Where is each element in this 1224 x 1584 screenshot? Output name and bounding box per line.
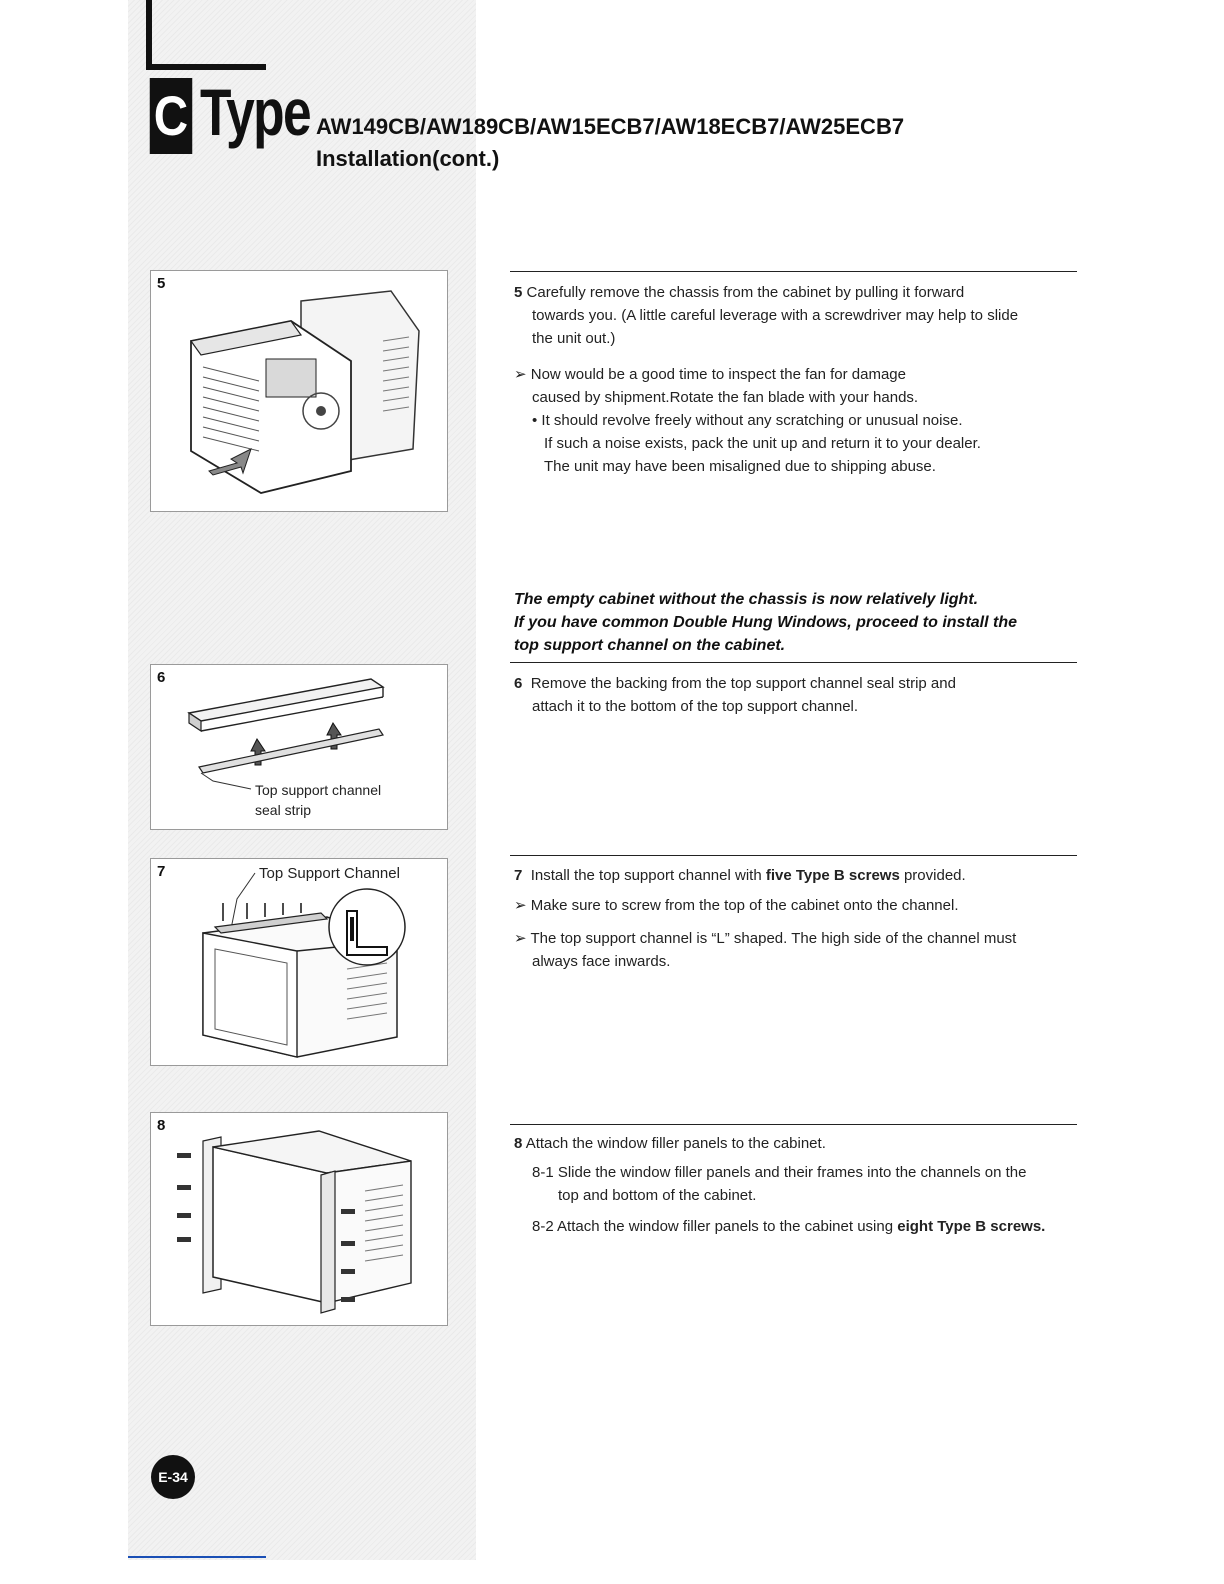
header-horizontal-bar	[146, 64, 266, 70]
step5-note-line2: caused by shipment.Rotate the fan blade with your hands.	[532, 389, 919, 406]
step7-text-bold: five Type B screws	[765, 867, 900, 884]
figure-7-caption: Top Support Channel	[259, 865, 400, 882]
step7-note2-line1: The top support channel is “L” shaped. The high side of the channel must	[530, 930, 1017, 947]
emphasis-block	[514, 588, 1074, 657]
footer-link-bar	[128, 1556, 266, 1558]
figure-6-caption-line2: seal strip	[255, 802, 312, 818]
step8-sub2-bold: eight Type B screws.	[897, 1218, 1046, 1235]
step8-text	[514, 1132, 1074, 1238]
rule-step8	[510, 1124, 1077, 1125]
step8-sub1-line2: top and bottom of the cabinet.	[558, 1187, 757, 1204]
step7-text-post: provided.	[899, 867, 966, 884]
step5-line3: the unit out.)	[532, 330, 616, 347]
rule-step5	[510, 271, 1077, 272]
step6-text	[514, 672, 1074, 718]
step5-bullet-line3: The unit may have been misaligned due to shipping abuse.	[544, 458, 936, 475]
figure-6-number: 6	[157, 669, 166, 686]
step5-text	[514, 281, 1074, 350]
step8-number: 8	[514, 1135, 523, 1152]
filler-panels-illustration	[151, 1113, 449, 1327]
figure-6-caption-line1: Top support channel	[255, 782, 382, 798]
rule-step7	[510, 855, 1077, 856]
type-word: Type	[200, 75, 311, 149]
figure-6	[150, 664, 448, 830]
step7-note2-line2: always face inwards.	[532, 953, 671, 970]
step5-note-line1: Now would be a good time to inspect the fan for damage	[530, 366, 906, 383]
step7-note1: Make sure to screw from the top of the cabinet onto the channel.	[530, 897, 959, 914]
note-arrow-icon: ➢	[514, 897, 527, 914]
step5-line1: Carefully remove the chassis from the cabinet by pulling it forward	[526, 284, 965, 301]
header-vertical-bar	[146, 0, 152, 70]
step8-line: Attach the window filler panels to the cabinet.	[525, 1135, 826, 1152]
figure-7-number: 7	[157, 863, 166, 880]
figure-5-number: 5	[157, 275, 166, 292]
step8-sub2-pre: 8-2 Attach the window filler panels to the cabinet using	[532, 1218, 898, 1235]
note-arrow-icon: ➢	[514, 930, 527, 947]
step5-note	[514, 363, 1074, 478]
step6-line1: Remove the backing from the top support channel seal strip and	[530, 675, 956, 692]
step6-line2: attach it to the bottom of the top support channel.	[532, 698, 859, 715]
page-number-badge: E-34	[151, 1455, 195, 1499]
type-letter-box: C	[150, 78, 193, 154]
figure-5	[150, 270, 448, 512]
step5-bullet-line1: • It should revolve freely without any scratching or unusual noise.	[532, 412, 963, 429]
rule-step6	[510, 662, 1077, 663]
top-channel-install-illustration	[151, 859, 449, 1067]
figure-8-number: 8	[157, 1117, 166, 1134]
step8-sub1-line1: 8-1 Slide the window filler panels and their frames into the channels on the	[532, 1164, 1027, 1181]
figure-8	[150, 1112, 448, 1326]
emphasis-line3: top support channel on the cabinet.	[514, 637, 786, 654]
step5-line2: towards you. (A little careful leverage with a screwdriver may help to slide	[532, 307, 1019, 324]
note-arrow-icon: ➢	[514, 366, 527, 383]
section-subtitle: Installation(cont.)	[316, 146, 500, 171]
step7-notes	[514, 894, 1074, 973]
step7-text	[514, 864, 1074, 887]
step5-bullet-line2: If such a noise exists, pack the unit up and return it to your dealer.	[544, 435, 981, 452]
model-numbers: AW149CB/AW189CB/AW15ECB7/AW18ECB7/AW25ECB7	[316, 114, 905, 139]
step7-text-pre: Install the top support channel with	[530, 867, 766, 884]
chassis-removal-illustration	[151, 271, 449, 513]
figure-7	[150, 858, 448, 1066]
step7-number: 7	[514, 867, 523, 884]
step6-number: 6	[514, 675, 523, 692]
emphasis-line2: If you have common Double Hung Windows, proceed to install the	[514, 614, 1017, 631]
emphasis-line1: The empty cabinet without the chassis is now relatively light.	[514, 591, 979, 608]
step5-number: 5	[514, 284, 523, 301]
